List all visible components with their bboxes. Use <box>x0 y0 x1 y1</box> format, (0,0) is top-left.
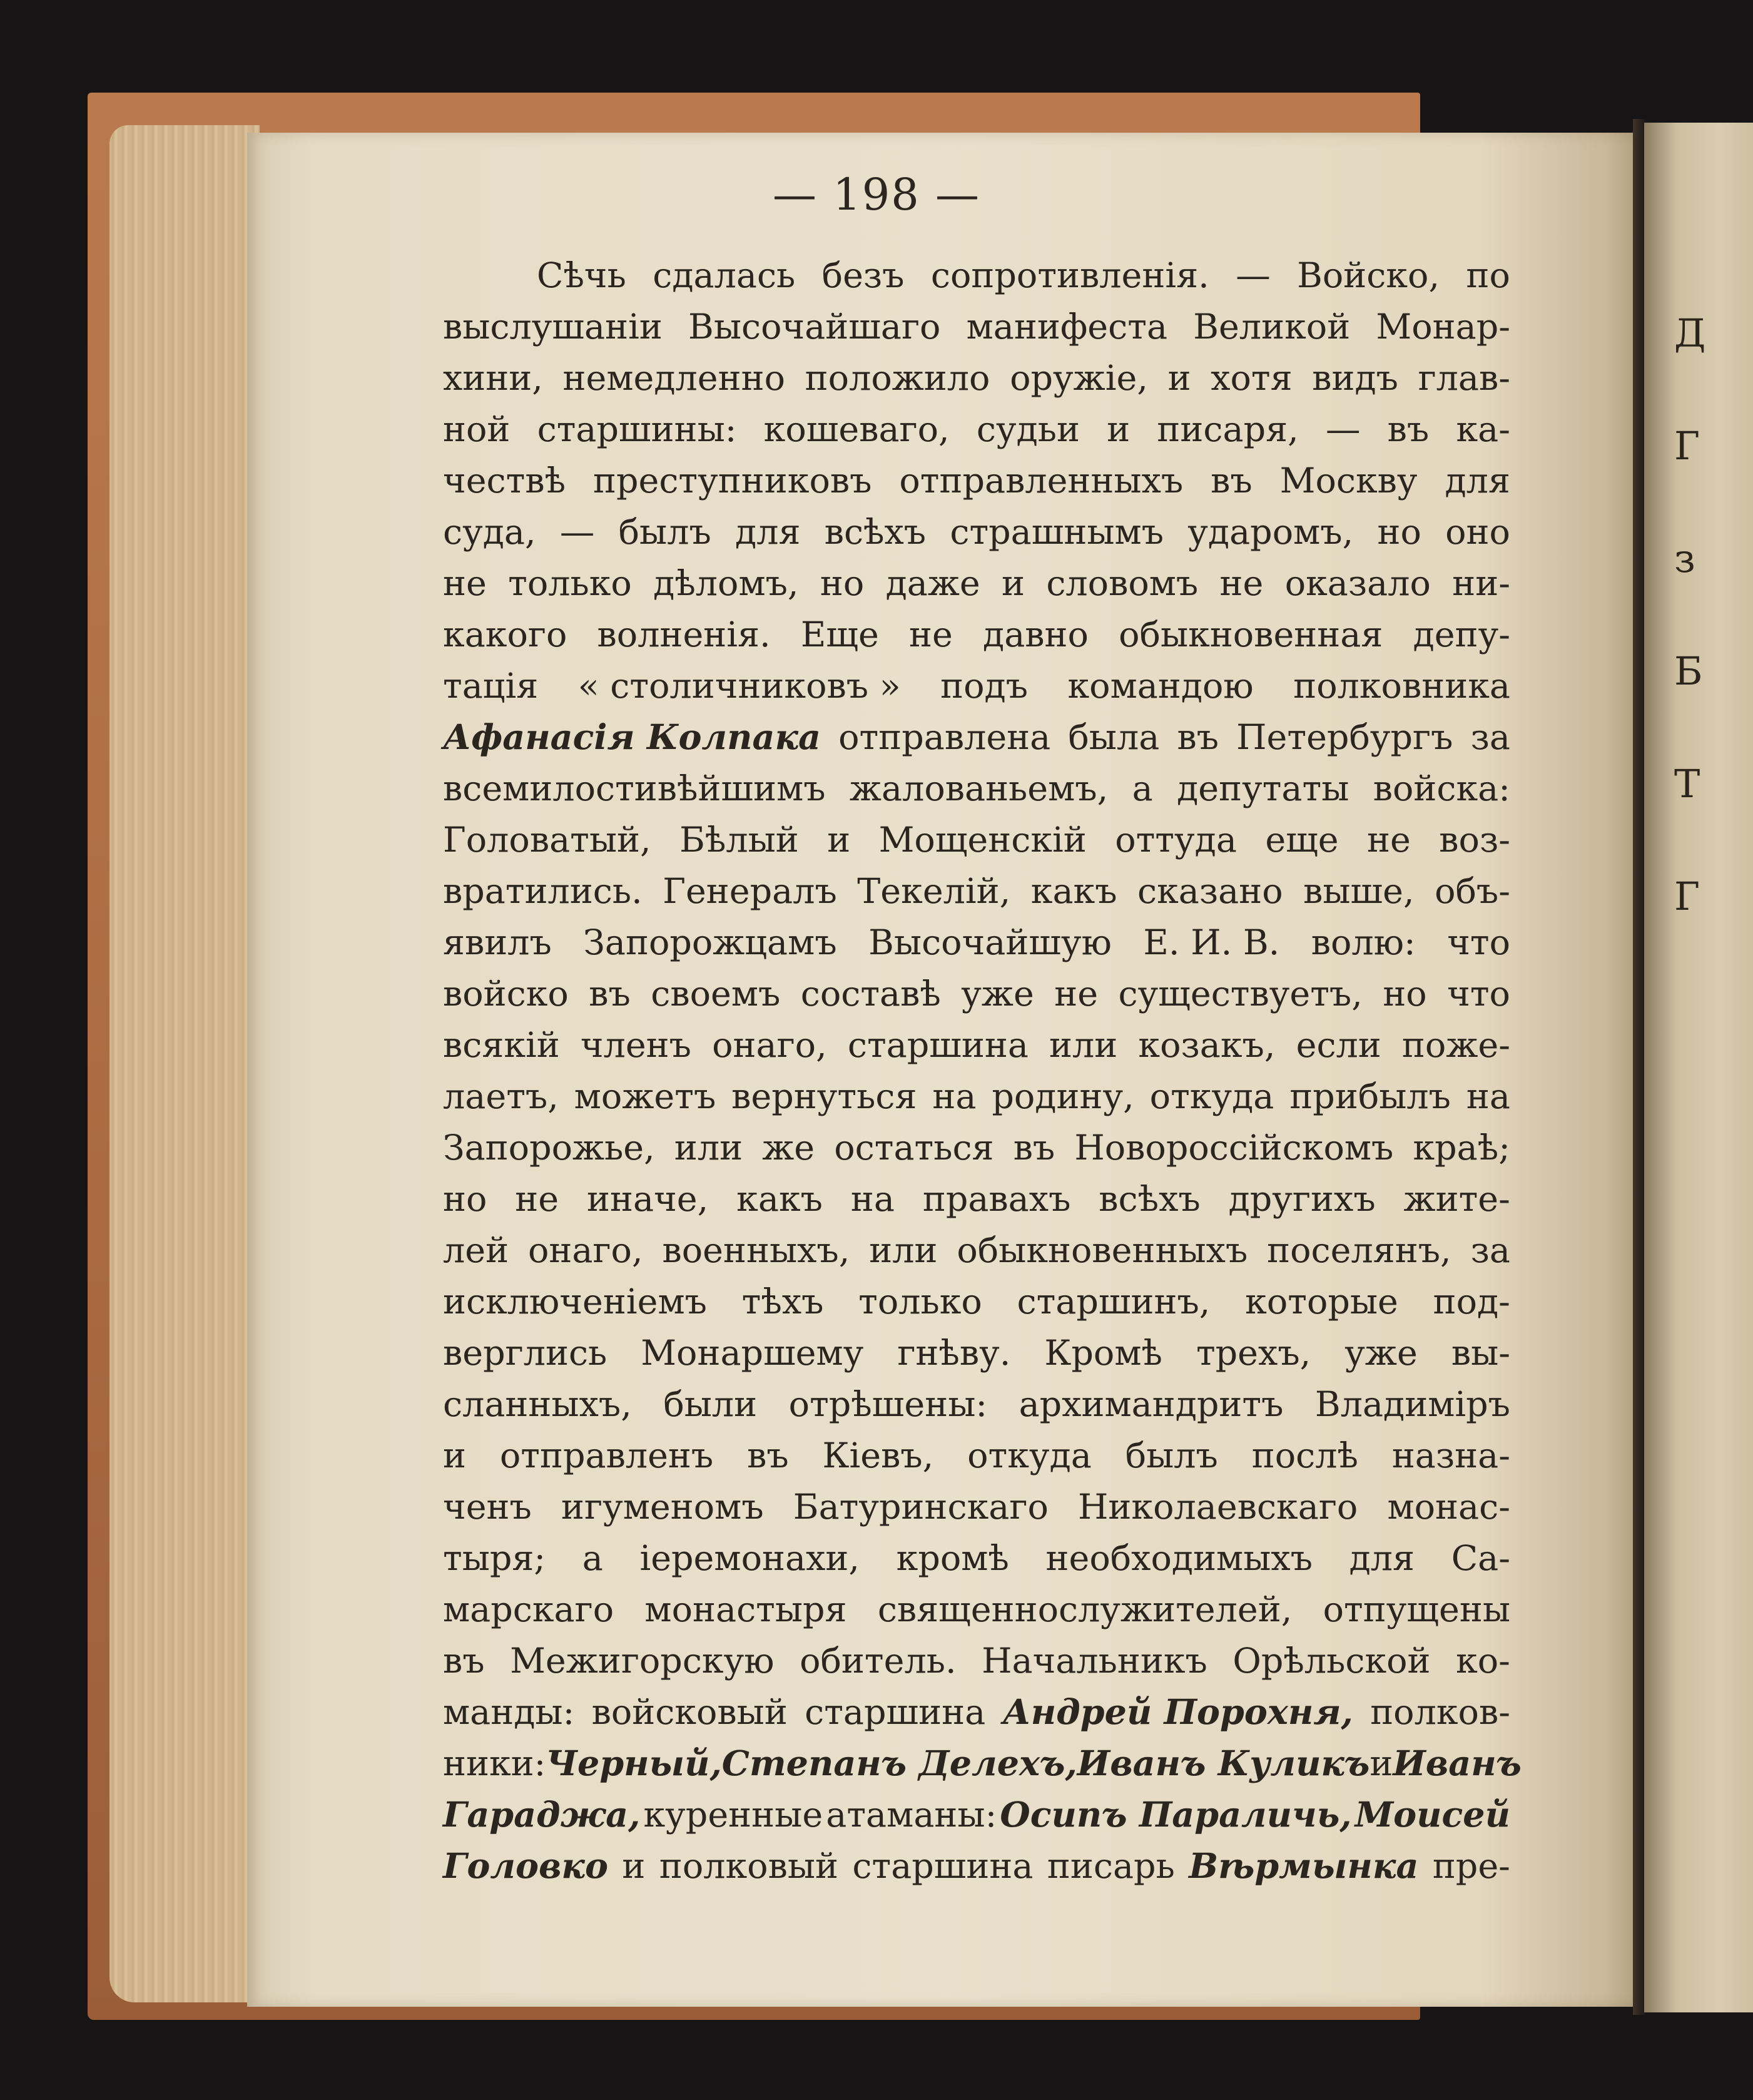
text-line <box>443 1277 1510 1328</box>
page-number: — 198 — <box>772 169 981 220</box>
word: обыкновенная <box>1119 614 1383 655</box>
word: на <box>850 1179 895 1220</box>
word: — <box>1325 409 1361 450</box>
word: старшина <box>847 1025 1029 1066</box>
word: членъ <box>580 1025 691 1066</box>
word: но <box>1377 512 1421 553</box>
word: для <box>735 512 801 553</box>
word: за <box>1470 1230 1510 1271</box>
word: Межигорскую <box>510 1641 775 1681</box>
word: Запорожье, <box>443 1128 655 1168</box>
word: только <box>858 1282 982 1322</box>
word: составѣ <box>800 974 941 1014</box>
word: сопротивленія. <box>930 255 1209 296</box>
word: исключеніемъ <box>443 1282 707 1322</box>
word: хотя <box>1211 358 1293 399</box>
italic-name: Черный, <box>546 1743 722 1784</box>
word: необходимыхъ <box>1045 1538 1313 1579</box>
word: а <box>1132 768 1153 809</box>
word: писаря, <box>1157 409 1299 450</box>
text-line <box>443 507 1510 558</box>
word: всякій <box>443 1025 560 1066</box>
word: сдалась <box>653 255 796 296</box>
word: какъ <box>1030 871 1117 912</box>
word: отправленныхъ <box>899 461 1184 501</box>
word: и <box>1167 358 1191 399</box>
italic-name: Андрей Порохня, <box>1002 1692 1353 1733</box>
italic-name: Головко <box>443 1846 609 1887</box>
word: но <box>1383 974 1427 1014</box>
word: іеремонахи, <box>639 1538 860 1579</box>
word: не <box>443 563 487 604</box>
word: послѣ <box>1251 1435 1358 1476</box>
word: Великой <box>1193 307 1351 347</box>
word: онаго, <box>712 1025 827 1066</box>
word: Батуринскаго <box>793 1487 1049 1527</box>
word: прибылъ <box>1289 1076 1451 1117</box>
word: не <box>515 1179 559 1220</box>
word: Монаршему <box>641 1333 864 1374</box>
next-page-edge <box>1644 123 1753 2012</box>
word: кошеваго, <box>763 409 950 450</box>
word: выше, <box>1303 871 1415 912</box>
word: Высочайшаго <box>688 307 941 347</box>
text-line <box>443 1584 1510 1636</box>
word: ударомъ, <box>1187 512 1354 553</box>
word: но <box>443 1179 487 1220</box>
word: немедленно <box>562 358 786 399</box>
word: своемъ <box>651 974 781 1014</box>
word: существуетъ, <box>1118 974 1363 1014</box>
italic-name: Степанъ Делехъ, <box>721 1743 1077 1784</box>
word: давно <box>983 614 1089 655</box>
text-line <box>443 353 1510 404</box>
word: оружіе, <box>1010 358 1148 399</box>
word: тыря; <box>443 1538 546 1579</box>
italic-name: Гараджа, <box>443 1795 641 1835</box>
word: былъ <box>618 512 711 553</box>
word: но <box>820 563 865 604</box>
word: положило <box>805 358 990 399</box>
word: игуменомъ <box>561 1487 764 1527</box>
word: если <box>1296 1025 1381 1066</box>
word: даже <box>885 563 980 604</box>
word: на <box>1466 1076 1510 1117</box>
word: же <box>762 1128 815 1168</box>
word: остаться <box>834 1128 994 1168</box>
word: объ- <box>1435 871 1510 912</box>
word: старшины: <box>537 409 737 450</box>
word: тѣхъ <box>741 1282 824 1322</box>
word: иначе, <box>587 1179 709 1220</box>
word: преступниковъ <box>592 461 872 501</box>
word: не <box>1219 563 1264 604</box>
word: въ <box>747 1435 789 1476</box>
word: Начальникъ <box>982 1641 1207 1681</box>
word: уже <box>961 974 1034 1014</box>
word: Генералъ <box>663 871 837 912</box>
word: онаго, <box>527 1230 643 1271</box>
word: родину, <box>992 1076 1134 1117</box>
word: Запорожцамъ <box>583 922 837 963</box>
word: откуда <box>1149 1076 1274 1117</box>
word: марскаго <box>443 1589 614 1630</box>
word: Сѣчь <box>537 255 626 296</box>
word: кромѣ <box>896 1538 1009 1579</box>
word: не <box>909 614 953 655</box>
italic-name: Осипъ Параличь, <box>1000 1795 1352 1835</box>
word: правахъ <box>922 1179 1071 1220</box>
word: Кромѣ <box>1044 1333 1162 1374</box>
word: полковый <box>659 1846 838 1887</box>
text-line <box>443 404 1510 456</box>
word: глав- <box>1418 358 1510 399</box>
word: уже <box>1344 1333 1418 1374</box>
word: поже- <box>1401 1025 1510 1066</box>
word: волненія. <box>597 614 771 655</box>
word: — <box>559 512 595 553</box>
word: старшина <box>805 1692 986 1733</box>
word: оно <box>1445 512 1510 553</box>
word: обитель. <box>800 1641 957 1681</box>
next-page-letter: Г <box>1674 423 1700 469</box>
text-line <box>443 1328 1510 1379</box>
next-page-letter: Д <box>1674 310 1706 356</box>
word: воз- <box>1439 820 1510 860</box>
word: старшина <box>852 1846 1034 1887</box>
text-line <box>443 1174 1510 1225</box>
text-line <box>443 712 1510 763</box>
word: Войско, <box>1297 255 1440 296</box>
word: и <box>1107 409 1131 450</box>
text-line <box>443 1738 1522 1790</box>
word: ники: <box>443 1743 546 1784</box>
word: безъ <box>821 255 905 296</box>
word: жалованьемъ, <box>849 768 1109 809</box>
word: вы- <box>1451 1333 1510 1374</box>
word: Орѣльской <box>1232 1641 1431 1681</box>
word: и <box>443 1435 466 1476</box>
word: тація <box>443 666 539 706</box>
text-line <box>443 456 1510 507</box>
text-line <box>443 609 1510 661</box>
word: депутаты <box>1177 768 1349 809</box>
next-page-letter: Т <box>1674 761 1700 807</box>
word: войсковый <box>591 1692 788 1733</box>
next-page-letter: Б <box>1674 648 1703 694</box>
word: Мощенскій <box>878 820 1087 860</box>
word: выслушаніи <box>443 307 663 347</box>
word: по <box>1466 255 1510 296</box>
text-line <box>443 1790 1510 1841</box>
word: Текелій, <box>857 871 1011 912</box>
text-line <box>443 866 1510 917</box>
word: ко- <box>1456 1641 1510 1681</box>
word: войско <box>443 974 569 1014</box>
word: гнѣву. <box>897 1333 1011 1374</box>
text-line <box>443 1636 1510 1687</box>
word: или <box>674 1128 743 1168</box>
next-page-letter: Г <box>1674 874 1700 919</box>
word: или <box>1049 1025 1118 1066</box>
word: сказано <box>1137 871 1283 912</box>
word: Еще <box>800 614 879 655</box>
word: манды: <box>443 1692 575 1733</box>
word: не <box>1367 820 1411 860</box>
word: откуда <box>967 1435 1092 1476</box>
word: куренные <box>643 1795 823 1835</box>
word: Москву <box>1279 461 1418 501</box>
word: священнослужителей, <box>877 1589 1293 1630</box>
word: не <box>1054 974 1099 1014</box>
word: ни- <box>1452 563 1510 604</box>
word: назна- <box>1391 1435 1510 1476</box>
word: обыкновенныхъ <box>957 1230 1248 1271</box>
word: ной <box>443 409 511 450</box>
word: краѣ; <box>1413 1128 1510 1168</box>
word: отпущены <box>1323 1589 1510 1630</box>
word: судьи <box>976 409 1080 450</box>
word: всѣхъ <box>824 512 927 553</box>
text-line <box>443 1533 1510 1584</box>
word: старшинъ, <box>1017 1282 1211 1322</box>
word: Новороссійскомъ <box>1074 1128 1394 1168</box>
text-line <box>443 302 1510 353</box>
next-page-letter: з <box>1674 536 1695 581</box>
word: атаманы: <box>826 1795 997 1835</box>
word: трехъ, <box>1196 1333 1311 1374</box>
word: верглись <box>443 1333 607 1374</box>
word: лаетъ, <box>443 1076 559 1117</box>
word: ка- <box>1456 409 1510 450</box>
word: монастыря <box>644 1589 847 1630</box>
word: военныхъ, <box>662 1230 850 1271</box>
word: Кіевъ, <box>822 1435 934 1476</box>
text-line <box>443 1071 1510 1123</box>
word: для <box>1445 461 1510 501</box>
word: вернуться <box>731 1076 917 1117</box>
italic-name: Иванъ Куликъ <box>1077 1743 1370 1784</box>
word: Головатый, <box>443 820 651 860</box>
word: для <box>1349 1538 1415 1579</box>
word: сланныхъ, <box>443 1384 632 1425</box>
word: и <box>1002 563 1025 604</box>
book-gutter <box>1633 119 1645 2015</box>
word: въ <box>1387 409 1430 450</box>
text-line <box>443 1225 1510 1277</box>
word: ченъ <box>443 1487 532 1527</box>
word: Высочайшую <box>868 922 1112 963</box>
text-line <box>443 1379 1510 1430</box>
word: Николаевскаго <box>1078 1487 1358 1527</box>
word: хини, <box>443 358 543 399</box>
word: и <box>622 1846 646 1887</box>
text-line <box>443 661 1510 712</box>
word: командою <box>1067 666 1254 706</box>
word: въ <box>589 974 631 1014</box>
word: Е. И. В. <box>1143 922 1280 963</box>
word: явилъ <box>443 922 552 963</box>
word: отправленъ <box>499 1435 714 1476</box>
word: волю: <box>1311 922 1416 963</box>
word: — <box>1236 255 1271 296</box>
word: въ <box>1177 717 1219 758</box>
word: что <box>1447 922 1510 963</box>
text-line <box>443 250 1510 302</box>
word: чествѣ <box>443 461 566 501</box>
word: былъ <box>1125 1435 1218 1476</box>
word: какого <box>443 614 567 655</box>
text-line <box>443 917 1510 969</box>
word: лей <box>443 1230 509 1271</box>
text-line <box>443 815 1510 866</box>
word: словомъ <box>1046 563 1199 604</box>
word: и <box>827 820 851 860</box>
word: были <box>663 1384 758 1425</box>
word: Петербургъ <box>1236 717 1453 758</box>
word: на <box>932 1076 977 1117</box>
word: архимандритъ <box>1019 1384 1284 1425</box>
text-line <box>443 1123 1510 1174</box>
word: страшнымъ <box>950 512 1164 553</box>
word: видъ <box>1312 358 1398 399</box>
word: за <box>1470 717 1510 758</box>
word: какъ <box>736 1179 823 1220</box>
word: козакъ, <box>1138 1025 1276 1066</box>
word: другихъ <box>1228 1179 1376 1220</box>
word: писарь <box>1047 1846 1175 1887</box>
word: вратились. <box>443 871 643 912</box>
word: въ <box>443 1641 485 1681</box>
word: и <box>1369 1743 1393 1784</box>
word: которые <box>1245 1282 1398 1322</box>
italic-name: Иванъ <box>1393 1743 1522 1784</box>
word: Монар- <box>1376 307 1510 347</box>
word: полковника <box>1293 666 1510 706</box>
word: « столичниковъ » <box>577 666 901 706</box>
text-line <box>443 1841 1510 1892</box>
word: въ <box>1211 461 1253 501</box>
word: войска: <box>1373 768 1510 809</box>
word: полков- <box>1370 1692 1510 1733</box>
word: въ <box>1013 1128 1055 1168</box>
word: депу- <box>1413 614 1510 655</box>
italic-name: Моисей <box>1354 1795 1510 1835</box>
word: что <box>1447 974 1510 1014</box>
word: Бѣлый <box>679 820 799 860</box>
word: можетъ <box>574 1076 716 1117</box>
word: суда, <box>443 512 536 553</box>
word: подъ <box>940 666 1029 706</box>
word: а <box>582 1538 603 1579</box>
word: жите- <box>1403 1179 1510 1220</box>
word: была <box>1068 717 1160 758</box>
word: отрѣшены: <box>788 1384 988 1425</box>
word: оказало <box>1284 563 1431 604</box>
word: Владиміръ <box>1314 1384 1510 1425</box>
word: пре- <box>1432 1846 1510 1887</box>
word: отправлена <box>838 717 1051 758</box>
word: или <box>869 1230 938 1271</box>
text-line <box>443 558 1510 609</box>
text-line <box>443 1430 1510 1482</box>
text-line <box>443 1020 1510 1071</box>
word: еще <box>1265 820 1339 860</box>
text-line <box>443 1687 1510 1738</box>
page-text <box>443 250 1522 1892</box>
word: оттуда <box>1115 820 1237 860</box>
word: монас- <box>1387 1487 1510 1527</box>
italic-name: Вѣрмынка <box>1189 1846 1419 1887</box>
italic-name: Афанасія Колпака <box>443 717 821 758</box>
text-line <box>443 969 1510 1020</box>
word: всѣхъ <box>1099 1179 1201 1220</box>
word: Са- <box>1451 1538 1510 1579</box>
word: манифеста <box>966 307 1168 347</box>
text-line <box>443 1482 1510 1533</box>
word: дѣломъ, <box>653 563 799 604</box>
page-edges <box>109 125 260 2002</box>
word: поселянъ, <box>1267 1230 1451 1271</box>
text-line <box>443 763 1510 815</box>
word: только <box>508 563 632 604</box>
word: всемилостивѣйшимъ <box>443 768 826 809</box>
word: под- <box>1433 1282 1510 1322</box>
